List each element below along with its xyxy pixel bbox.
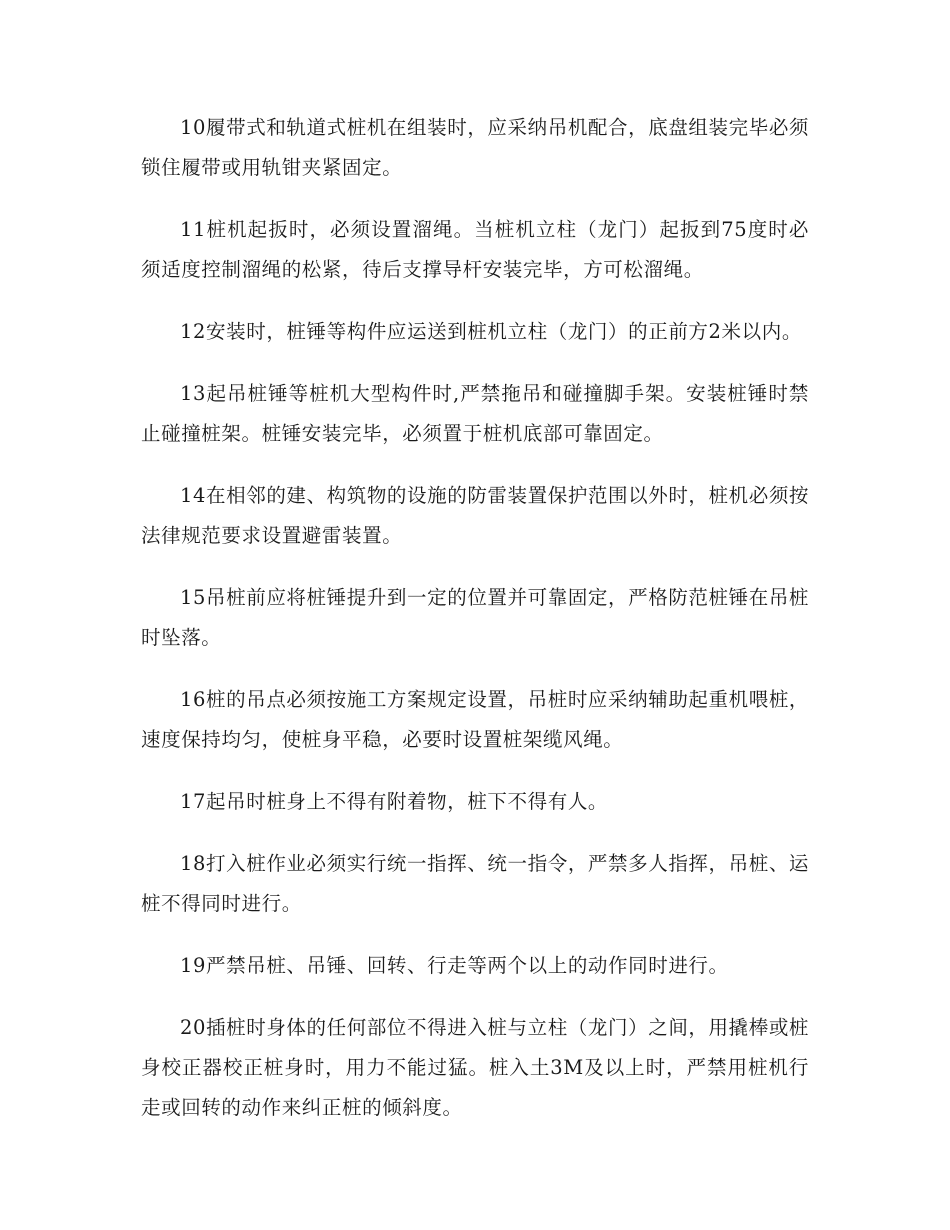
paragraph-item-18: 18打入桩作业必须实行统一指挥、统一指令，严禁多人指挥，吊桩、运桩不得同时进行。 <box>141 852 810 915</box>
paragraph-item-11: 11桩机起扳时，必须设置溜绳。当桩机立柱（龙门）起扳到75度时必须适度控制溜绳的松紧，待后支撑导杆安装完毕，方可松溜绳。 <box>141 218 809 281</box>
paragraph-item-12: 12安装时，桩锤等构件应运送到桩机立柱（龙门）的正前方2米以内。 <box>180 320 802 343</box>
paragraph-item-19: 19严禁吊桩、吊锤、回转、行走等两个以上的动作同时进行。 <box>180 954 729 977</box>
paragraph-item-17: 17起吊时桩身上不得有附着物，桩下不得有人。 <box>180 790 609 813</box>
paragraph-item-14: 14在相邻的建、构筑物的设施的防雷装置保护范围以外时，桩机必须按法律规范要求设置避雷装置。 <box>141 484 810 547</box>
paragraph-item-20: 20插桩时身体的任何部位不得进入桩与立柱（龙门）之间，用撬棒或桩身校正器校正桩身时，用力不能过猛。桩入土3M及以上时，严禁用桩机行走或回转的动作来纠正桩的倾斜度。 <box>141 1016 810 1119</box>
paragraph-item-16: 16桩的吊点必须按施工方案规定设置，吊桩时应采纳辅助起重机喂桩，速度保持均匀，使桩身平稳，必要时设置桩架缆风绳。 <box>141 688 810 751</box>
paragraph-item-10: 10履带式和轨道式桩机在组装时，应采纳吊机配合，底盘组装完毕必须锁住履带或用轨钳夹紧固定。 <box>141 116 810 179</box>
paragraph-item-15: 15吊桩前应将桩锤提升到一定的位置并可靠固定，严格防范桩锤在吊桩时坠落。 <box>141 586 810 649</box>
document-body <box>141 108 809 1150</box>
paragraph-item-13: 13起吊桩锤等桩机大型构件时,严禁拖吊和碰撞脚手架。安装桩锤时禁止碰撞桩架。桩锤安装完毕，必须置于桩机底部可靠固定。 <box>141 382 809 445</box>
